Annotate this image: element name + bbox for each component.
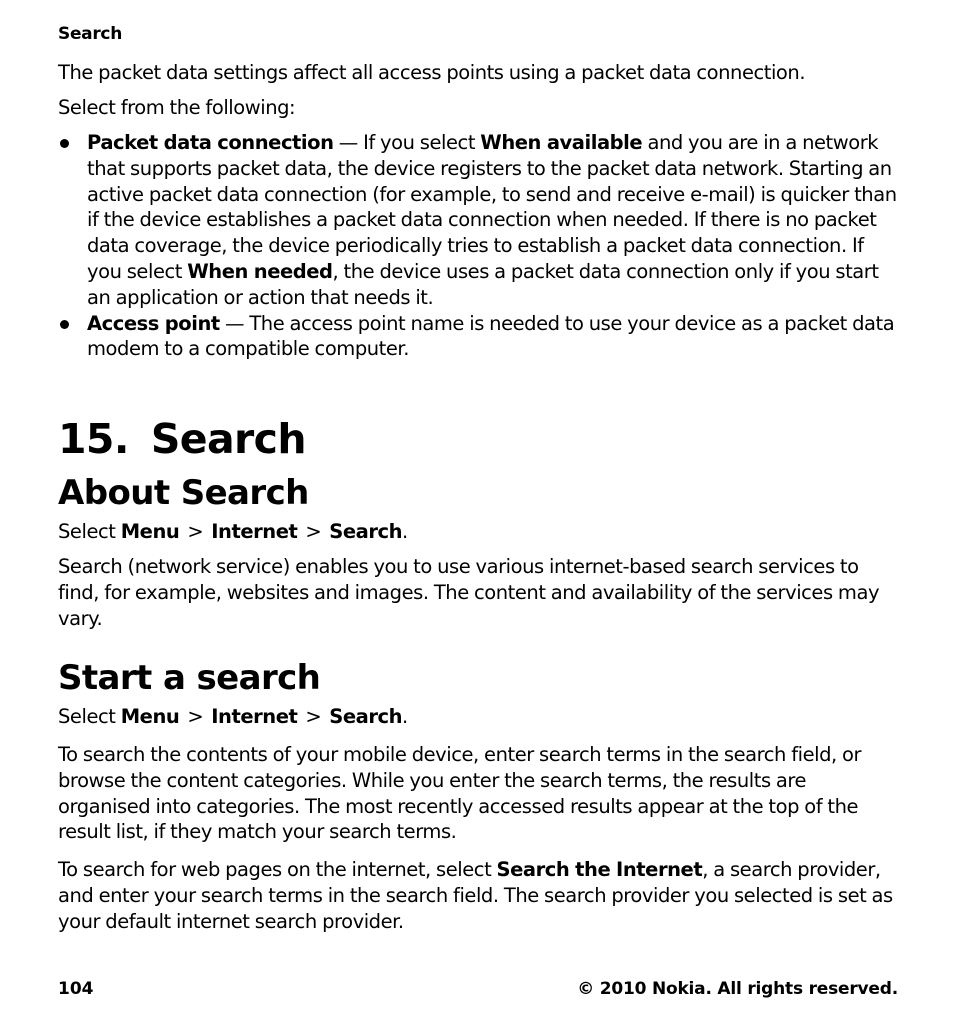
select-word: Select <box>58 705 116 728</box>
list-item-packet-data-connection <box>58 130 898 311</box>
menu-path-item-menu: Menu <box>120 520 180 543</box>
term-access-point: Access point <box>87 311 220 335</box>
menu-path-item-internet: Internet <box>211 705 298 728</box>
about-search-paragraph: Search (network service) enables you to use various internet-based search services to find, for example, websites and images. The content and availability of the services may vary. <box>58 555 880 630</box>
section-title-start-search: Start a search <box>58 658 321 698</box>
running-header: Search <box>58 24 123 44</box>
option-search-the-internet: Search the Internet <box>496 858 703 881</box>
search-internet-paragraph <box>58 857 898 934</box>
menu-path-item-internet: Internet <box>211 520 298 543</box>
menu-path <box>58 704 898 730</box>
path-end: . <box>402 705 408 728</box>
option-when-needed: When needed <box>187 259 333 283</box>
page-number: 104 <box>58 979 94 999</box>
bullet-icon <box>60 320 69 329</box>
term-packet-data-connection: Packet data connection <box>87 131 334 154</box>
select-prompt: Select from the following: <box>58 96 296 119</box>
description-text: — If you select <box>333 131 481 154</box>
option-when-available: When available <box>480 131 643 154</box>
description-text: — The access point name is needed to use your device as a packet data modem to a compatible computer. <box>87 311 895 361</box>
menu-path-item-search: Search <box>329 705 403 728</box>
path-separator: > <box>187 705 204 728</box>
paragraph-text: , a search provider, and enter your search terms in the search field. The search provider you selected is set as your default internet search provider. <box>58 858 893 933</box>
section-title-about-search: About Search <box>58 473 309 513</box>
settings-list <box>58 130 898 362</box>
chapter-name: Search <box>150 415 306 463</box>
path-separator: > <box>187 520 204 543</box>
copyright-notice: © 2010 Nokia. All rights reserved. <box>577 979 898 999</box>
search-device-paragraph: To search the contents of your mobile device, enter search terms in the search field, or browse the content categories. While you enter the search terms, the results are organised into categories. The most recently accessed results appear at the top of the result list, if they match your search terms. <box>58 743 862 844</box>
list-item-access-point <box>58 311 898 363</box>
path-end: . <box>402 520 408 543</box>
chapter-title <box>58 414 306 464</box>
intro-paragraph: The packet data settings affect all access points using a packet data connection. <box>58 61 806 84</box>
menu-path-item-menu: Menu <box>120 705 180 728</box>
select-word: Select <box>58 520 116 543</box>
menu-path <box>58 519 898 545</box>
description-text: , the device uses a packet data connection only if you start an application or action that needs it. <box>87 259 879 309</box>
path-separator: > <box>305 705 322 728</box>
description-text: and you are in a network that supports packet data, the device registers to the packet data network. Starting an active packet data connection (for example, to send and receive e-mail) is quicker than if the device establishes a packet data connection when needed. If there is no packet data coverage, the device periodically tries to establish a packet data connection. If you select <box>87 131 897 283</box>
menu-path-item-search: Search <box>329 520 403 543</box>
chapter-number: 15. <box>58 415 129 463</box>
bullet-icon <box>60 139 69 148</box>
paragraph-text: To search for web pages on the internet, select <box>58 858 497 881</box>
path-separator: > <box>305 520 322 543</box>
